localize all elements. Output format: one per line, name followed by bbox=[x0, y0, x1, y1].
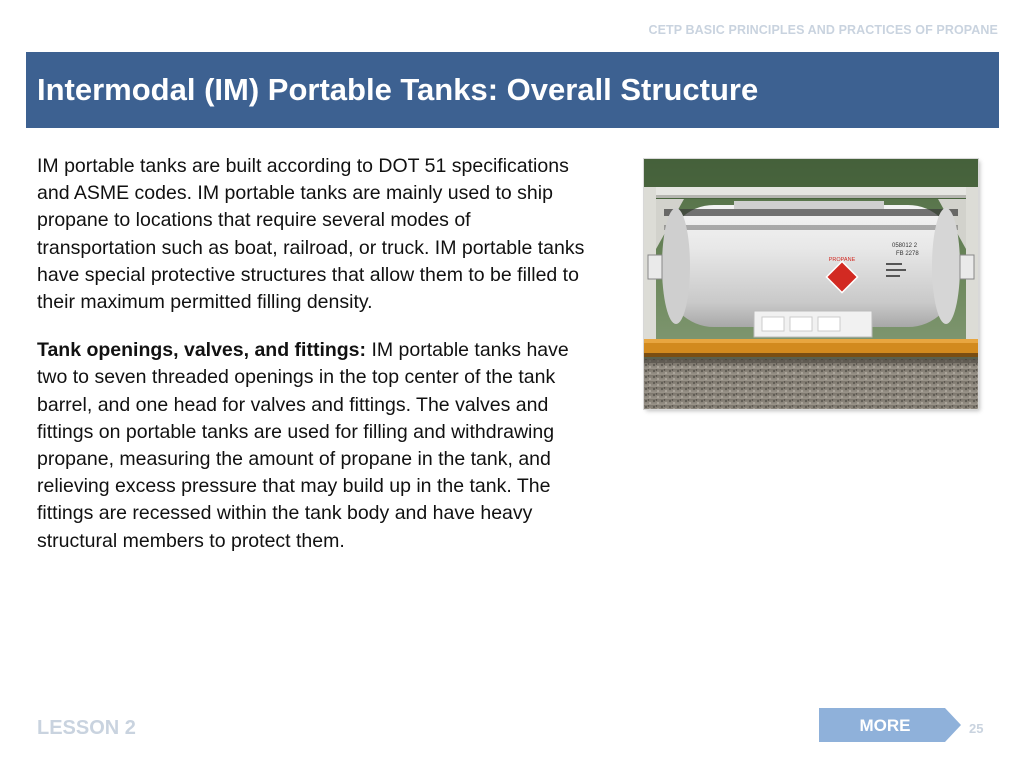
page-number: 25 bbox=[969, 721, 984, 736]
paragraph-openings-heading: Tank openings, valves, and fittings: bbox=[37, 339, 367, 362]
slide-title: Intermodal (IM) Portable Tanks: Overall Structure bbox=[37, 72, 759, 107]
paragraph-openings bbox=[37, 337, 593, 555]
course-title: CETP BASIC PRINCIPLES AND PRACTICES OF PROPANE bbox=[648, 23, 998, 37]
placard-label: PROPANE bbox=[828, 257, 856, 263]
tank-photo bbox=[644, 159, 978, 409]
body-text bbox=[37, 153, 593, 576]
paragraph-overview: IM portable tanks are built according to DOT 51 specifications and ASME codes. IM portable tanks are mainly used to ship propane to locations that require several modes of transportation such as boat, railroad, or truck. IM portable tanks have special protective structures that allow them to be filled to their maximum permitted filling density. bbox=[37, 155, 585, 314]
title-bar bbox=[26, 52, 999, 128]
tank-marking-2: FB 2278 bbox=[896, 251, 919, 257]
paragraph-openings-body: IM portable tanks have two to seven threaded openings in the top center of the tank barrel, and one head for valves and fittings. The valves and fittings on portable tanks are used for filling and withdrawing propane, measuring the amount of propane in the tank, and relieving excess pressure that may build up in the tank. The fittings are recessed within the tank body and have heavy structural members to protect them. bbox=[37, 339, 569, 552]
more-button-label: MORE bbox=[859, 716, 911, 735]
more-button[interactable] bbox=[819, 708, 961, 742]
lesson-label: LESSON 2 bbox=[37, 717, 136, 739]
tank-marking-1: 058012 2 bbox=[892, 243, 918, 249]
